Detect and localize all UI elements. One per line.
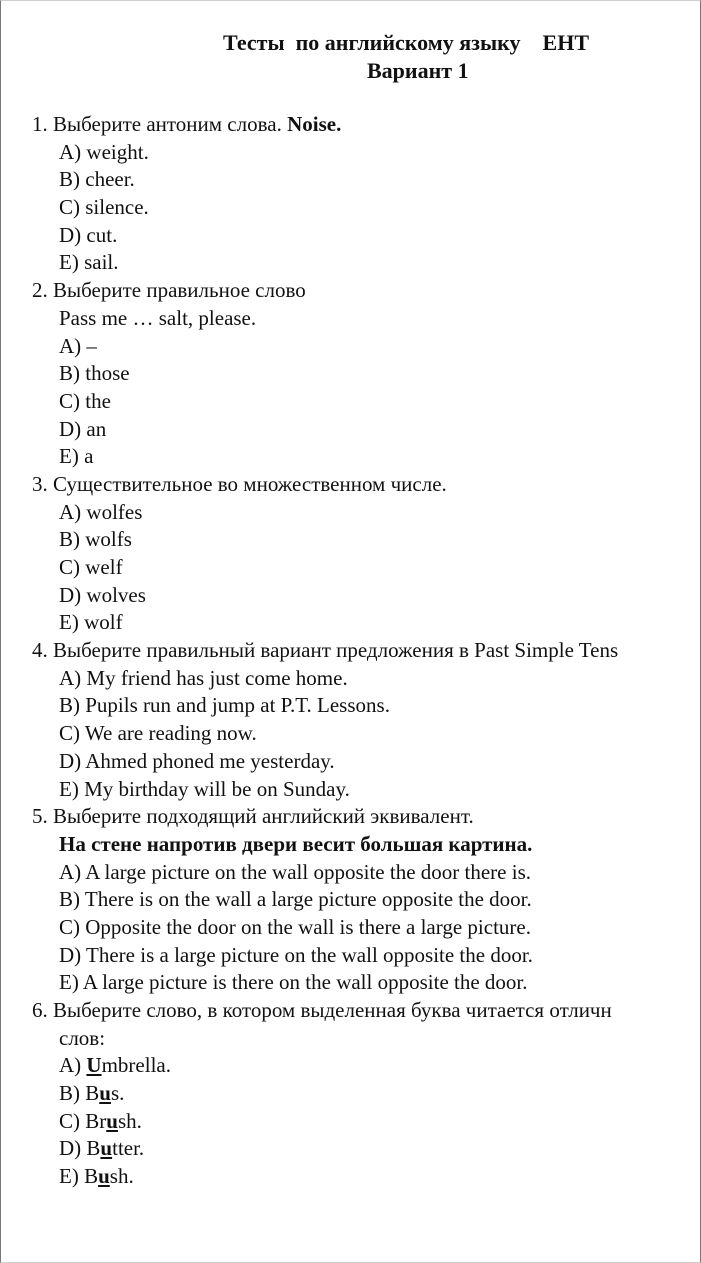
question-6-option-d <box>59 1135 701 1163</box>
question-4-option-e: E) My birthday will be on Sunday. <box>59 776 350 801</box>
question-6-text: 6. Выберите слово, в котором выделенная буква читается отличн <box>32 998 612 1022</box>
question-3-text: 3. Существительное во множественном числе. <box>32 471 447 496</box>
question-3-option-e: E) wolf <box>59 610 123 635</box>
question-2-text: 2. Выберите правильное слово <box>32 278 306 303</box>
question-6-option-a <box>59 1052 701 1080</box>
question-2-option-e: E) a <box>59 444 94 469</box>
test-content <box>32 111 701 1191</box>
highlighted-letter: u <box>100 1136 113 1161</box>
question-4-option-c: C) We are reading now. <box>59 721 257 746</box>
question-1-option-e: E) sail. <box>59 250 119 275</box>
question-5-option-b: B) There is on the wall a large picture opposite the door. <box>59 887 532 912</box>
option-text: C) Br <box>59 1108 107 1133</box>
question-5-option-c: C) Opposite the door on the wall is there a large picture. <box>59 914 531 939</box>
question-1-label: 1. Выберите антоним слова. <box>32 112 288 136</box>
question-1-keyword: Noise. <box>287 112 342 136</box>
question-3-option-c: C) welf <box>59 555 123 579</box>
question-1-text <box>32 111 701 139</box>
question-2-option-d: D) an <box>59 416 107 441</box>
question-5-text: 5. Выберите подходящий английский эквивалент. <box>32 804 474 829</box>
question-2-option-b: B) those <box>59 361 130 386</box>
document-title: Тесты по английскому языку ЕНТ <box>223 30 589 55</box>
question-3-option-d: D) wolves <box>59 582 146 607</box>
question-1-option-d: D) cut. <box>59 222 118 247</box>
question-5-option-e: E) A large picture is there on the wall opposite the door. <box>59 970 528 995</box>
question-4-text: 4. Выберите правильный вариант предложения в Past Simple Tens <box>32 638 619 663</box>
question-6-text-continued: слов: <box>59 1025 106 1050</box>
question-4-option-a: A) My friend has just come home. <box>59 665 348 690</box>
highlighted-letter: u <box>99 1081 111 1106</box>
question-6-option-e <box>59 1163 701 1191</box>
option-text: s. <box>110 1081 125 1106</box>
question-4-option-d: D) Ahmed phoned me yesterday. <box>59 748 335 773</box>
question-5-option-d: D) There is a large picture on the wall opposite the door. <box>59 942 533 967</box>
option-text: sh. <box>109 1164 134 1189</box>
highlighted-letter: U <box>86 1053 102 1078</box>
option-text: B) B <box>59 1081 100 1106</box>
question-5-option-a: A) A large picture on the wall opposite the door there is. <box>59 859 531 884</box>
question-3-option-a: A) wolfes <box>59 499 143 524</box>
question-2-option-a: A) – <box>59 333 97 358</box>
question-1-option-a: A) weight. <box>59 139 149 164</box>
question-6-option-c <box>59 1108 701 1136</box>
highlighted-letter: u <box>106 1108 118 1133</box>
question-4-option-b: B) Pupils run and jump at P.T. Lessons. <box>59 693 390 718</box>
question-2-prompt: Pass me … salt, please. <box>59 305 257 330</box>
document-subtitle: Вариант 1 <box>367 58 469 83</box>
question-1-option-c: C) silence. <box>59 195 149 220</box>
option-text: tter. <box>112 1136 145 1161</box>
highlighted-letter: u <box>98 1164 110 1189</box>
question-1-option-b: B) cheer. <box>59 167 135 192</box>
question-6-option-b <box>59 1080 701 1108</box>
option-text: A) <box>59 1053 87 1078</box>
option-text: mbrella. <box>101 1053 171 1078</box>
question-3-option-b: B) wolfs <box>59 527 132 552</box>
option-text: D) B <box>59 1136 101 1161</box>
option-text: E) B <box>59 1164 99 1189</box>
option-text: sh. <box>117 1108 142 1133</box>
question-2-option-c: C) the <box>59 388 111 413</box>
question-5-prompt: На стене напротив двери весит большая картина. <box>59 831 533 856</box>
